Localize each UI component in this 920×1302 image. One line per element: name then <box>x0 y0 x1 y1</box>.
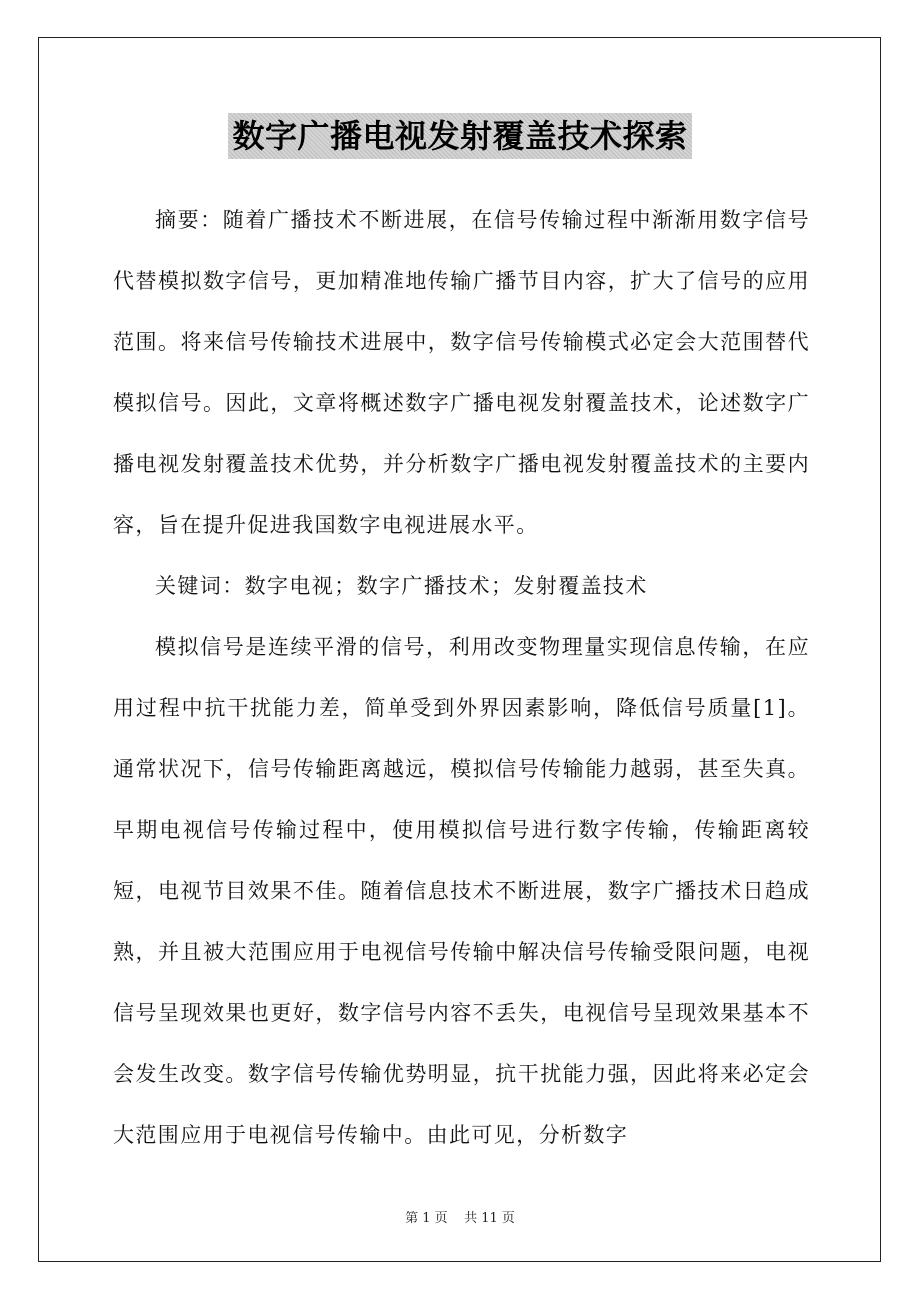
document-title: 数字广播电视发射覆盖技术探索 <box>228 113 691 159</box>
document-body <box>113 190 810 1166</box>
body-paragraph: 模拟信号是连续平滑的信号，利用改变物理量实现信息传输，在应用过程中抗干扰能力差，简单受到外界因素影响，降低信号质量[1]。通常状况下，信号传输距离越远，模拟信号传输能力越弱，甚至失真。早期电视信号传输过程中，使用模拟信号进行数字传输，传输距离较短，电视节目效果不佳。随着信息技术不断进展，数字广播技术日趋成熟，并且被大范围应用于电视信号传输中解决信号传输受限问题，电视信号呈现效果也更好，数字信号内容不丢失，电视信号呈现效果基本不会发生改变。数字信号传输优势明显，抗干扰能力强，因此将来必定会大范围应用于电视信号传输中。由此可见，分析数字 <box>113 635 810 1147</box>
abstract-paragraph: 摘要：随着广播技术不断进展，在信号传输过程中渐渐用数字信号代替模拟数字信号，更加精准地传输广播节目内容，扩大了信号的应用范围。将来信号传输技术进展中，数字信号传输模式必定会大范围替代模拟信号。因此，文章将概述数字广播电视发射覆盖技术，论述数字广播电视发射覆盖技术优势，并分析数字广播电视发射覆盖技术的主要内容，旨在提升促进我国数字电视进展水平。 <box>113 208 810 537</box>
page-footer: 第 1 页 共 11 页 <box>405 1211 515 1226</box>
title-container <box>0 113 920 159</box>
keywords-paragraph: 关键词：数字电视；数字广播技术；发射覆盖技术 <box>155 574 648 598</box>
